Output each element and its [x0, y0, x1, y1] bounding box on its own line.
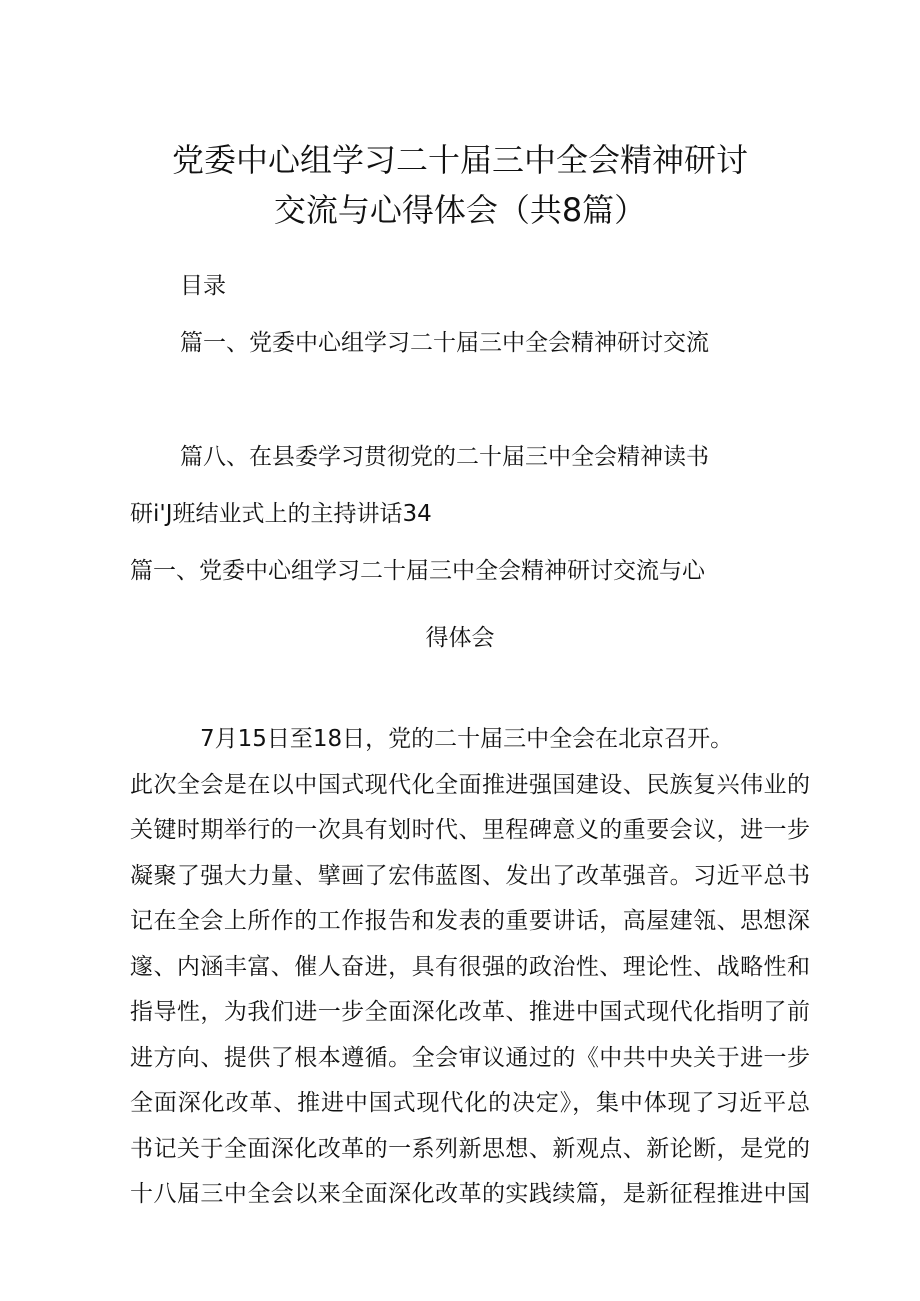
body-line: 记在全会上所作的工作报告和发表的重要讲话，高屋建瓴、思想深 — [130, 908, 810, 934]
body-line: 邃、内涵丰富、催人奋进，具有很强的政治性、理论性、战略性和 — [130, 953, 810, 980]
body-line: 此次全会是在以中国式现代化全面推进强国建设、民族复兴伟业的 — [130, 771, 810, 798]
section-heading-line-2: 得体会 — [425, 625, 495, 651]
body-line: 关键时期举行的一次具有划时代、里程碑意义的重要会议，进一步 — [130, 817, 810, 843]
section-heading-line-1: 篇一、党委中心组学习二十届三中全会精神研讨交流与心 — [130, 558, 705, 584]
body-line: 全面深化改革、推进中国式现代化的决定》，集中体现了习近平总 — [130, 1090, 810, 1116]
toc-item-8-line-1: 篇八、在县委学习贯彻党的二十届三中全会精神读书 — [180, 444, 709, 470]
toc-item-8-line-2: 研i'J班结业式上的主持讲话34 — [130, 501, 432, 527]
body-line: 十八届三中全会以来全面深化改革的实践续篇，是新征程推进中国 — [130, 1181, 810, 1207]
body-line: 进方向、提供了根本遵循。全会审议通过的《中共中央关于进一步 — [130, 1044, 810, 1071]
toc-label: 目录 — [180, 273, 226, 299]
document-title-line-1: 党委中心组学习二十届三中全会精神研讨 — [171, 141, 748, 179]
body-line: 指导性，为我们进一步全面深化改革、推进中国式现代化指明了前 — [130, 999, 810, 1025]
toc-item-1: 篇一、党委中心组学习二十届三中全会精神研讨交流 — [180, 330, 709, 356]
document-title-line-2: 交流与心得体会（共8篇） — [273, 191, 647, 229]
body-line: 书记关于全面深化改革的一系列新思想、新观点、新论断，是党的 — [130, 1135, 810, 1162]
body-paragraph — [130, 717, 810, 1218]
body-line: 凝聚了强大力量、擘画了宏伟蓝图、发出了改革强音。习近平总书 — [130, 862, 810, 889]
body-line: 7月15日至18日，党的二十届三中全会在北京召开。 — [200, 726, 734, 752]
